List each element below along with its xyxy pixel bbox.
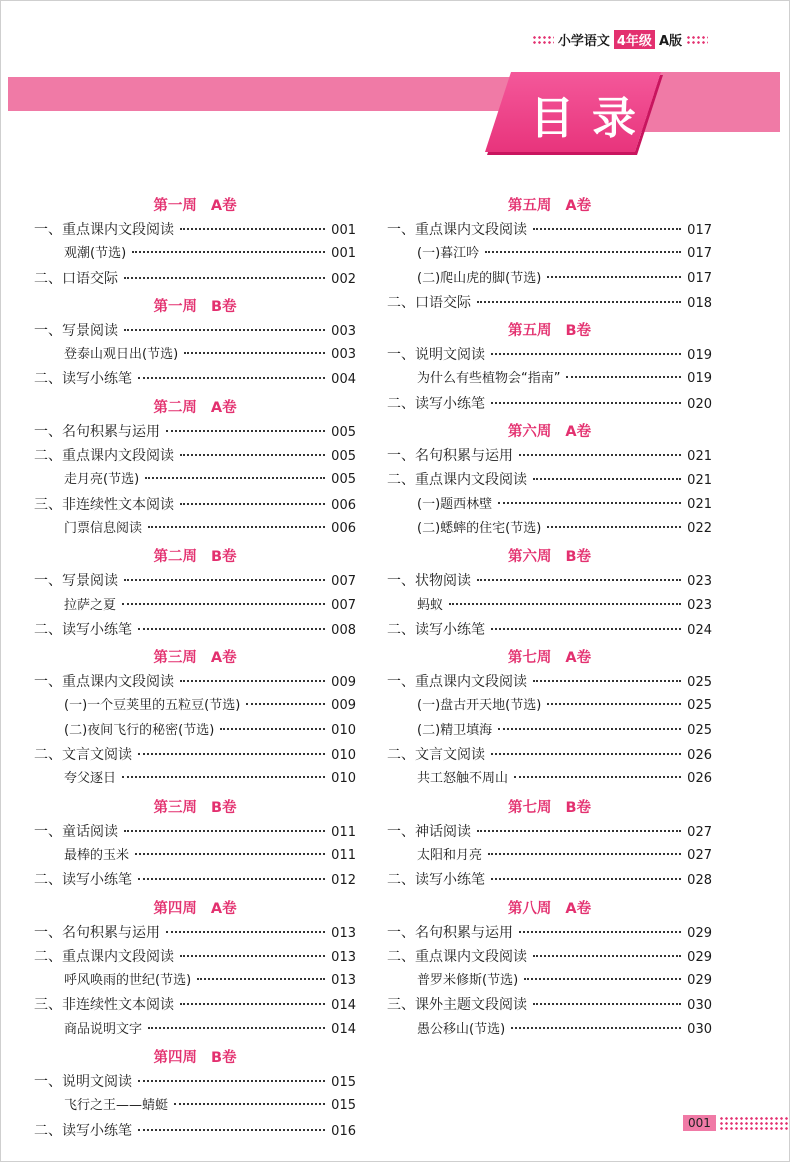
toc-subentry[interactable] bbox=[387, 1018, 712, 1042]
entry-page-number: 024 bbox=[687, 622, 712, 638]
toc-entry[interactable] bbox=[387, 218, 712, 242]
entry-page-number: 001 bbox=[331, 246, 356, 262]
entry-page-number: 013 bbox=[331, 949, 356, 965]
entry-page-number: 008 bbox=[331, 622, 356, 638]
entry-page-number: 007 bbox=[331, 597, 356, 613]
header-grade: 4年级 bbox=[614, 30, 655, 49]
entry-label: 二、读写小练笔 bbox=[387, 621, 485, 638]
entry-label: (一)一个豆荚里的五粒豆(节选) bbox=[64, 698, 241, 714]
page-title: 目录 bbox=[530, 93, 654, 144]
entry-label: 二、文言文阅读 bbox=[387, 747, 485, 764]
section-paper: B卷 bbox=[210, 1050, 237, 1067]
toc-entry[interactable] bbox=[34, 945, 356, 969]
section-paper: A卷 bbox=[210, 900, 237, 917]
toc-entry[interactable] bbox=[34, 569, 356, 593]
header-subject: 小学语文 bbox=[557, 34, 610, 49]
toc-entry[interactable] bbox=[387, 921, 712, 945]
entry-label: 一、写景阅读 bbox=[34, 573, 118, 590]
entry-label: 二、读写小练笔 bbox=[387, 872, 485, 889]
toc-entry[interactable] bbox=[387, 743, 712, 767]
entry-page-number: 011 bbox=[331, 824, 356, 840]
toc-subentry[interactable] bbox=[387, 594, 712, 618]
toc-subentry[interactable] bbox=[34, 969, 356, 993]
toc-subentry[interactable] bbox=[387, 493, 712, 517]
section-heading bbox=[387, 897, 712, 921]
toc-entry[interactable] bbox=[34, 670, 356, 694]
section-paper: B卷 bbox=[565, 323, 592, 340]
toc-entry[interactable] bbox=[387, 868, 712, 892]
toc-right-column bbox=[387, 190, 712, 1042]
dot-leader bbox=[138, 1080, 325, 1082]
page-footer bbox=[683, 1115, 789, 1131]
dot-leader bbox=[547, 526, 681, 528]
entry-label: 一、童话阅读 bbox=[34, 823, 118, 840]
toc-entry[interactable] bbox=[387, 343, 712, 367]
dot-leader bbox=[547, 276, 681, 278]
page-number: 001 bbox=[683, 1115, 716, 1131]
entry-label: (二)爬山虎的脚(节选) bbox=[417, 270, 542, 286]
dot-leader bbox=[180, 680, 325, 682]
entry-page-number: 012 bbox=[331, 873, 356, 889]
dot-leader bbox=[180, 1003, 325, 1005]
toc-entry[interactable] bbox=[34, 1070, 356, 1094]
dot-leader bbox=[124, 277, 325, 279]
section-heading bbox=[34, 897, 356, 921]
entry-label: 一、重点课内文段阅读 bbox=[387, 222, 527, 238]
toc-entry[interactable] bbox=[34, 993, 356, 1017]
toc-entry[interactable] bbox=[34, 367, 356, 391]
dot-leader bbox=[477, 579, 681, 581]
dot-pattern-icon bbox=[532, 35, 554, 45]
toc-subentry[interactable] bbox=[387, 367, 712, 391]
entry-page-number: 029 bbox=[687, 973, 712, 989]
entry-label: 蚂蚁 bbox=[417, 597, 444, 613]
toc-entry[interactable] bbox=[34, 444, 356, 468]
section-week: 第六周 bbox=[507, 424, 552, 441]
section-heading bbox=[387, 319, 712, 343]
toc-subentry[interactable] bbox=[34, 767, 356, 791]
section-week: 第二周 bbox=[153, 399, 197, 416]
entry-page-number: 018 bbox=[687, 295, 712, 311]
running-header bbox=[532, 30, 708, 49]
dot-leader bbox=[138, 628, 325, 630]
entry-page-number: 023 bbox=[687, 574, 712, 590]
entry-page-number: 013 bbox=[331, 973, 356, 989]
dot-leader bbox=[180, 955, 325, 957]
entry-page-number: 017 bbox=[687, 270, 712, 286]
entry-label: 太阳和月亮 bbox=[417, 847, 483, 863]
entry-page-number: 025 bbox=[687, 698, 712, 714]
section-week: 第四周 bbox=[153, 1050, 197, 1067]
entry-label: 观潮(节选) bbox=[64, 246, 127, 262]
entry-page-number: 017 bbox=[687, 223, 712, 238]
section-heading bbox=[34, 1046, 356, 1070]
entry-page-number: 010 bbox=[331, 748, 356, 764]
dot-leader bbox=[533, 680, 681, 682]
section-heading bbox=[387, 545, 712, 569]
entry-page-number: 021 bbox=[687, 473, 712, 489]
entry-page-number: 003 bbox=[331, 347, 356, 363]
dot-leader bbox=[122, 776, 325, 778]
dot-leader bbox=[135, 853, 325, 855]
entry-label: 飞行之王——蜻蜓 bbox=[64, 1098, 169, 1114]
entry-page-number: 005 bbox=[331, 472, 356, 488]
toc-entry[interactable] bbox=[34, 921, 356, 945]
entry-page-number: 021 bbox=[687, 449, 712, 465]
entry-label: 愚公移山(节选) bbox=[417, 1021, 506, 1037]
entry-label: (一)题西林壁 bbox=[417, 496, 493, 512]
entry-page-number: 005 bbox=[331, 424, 356, 440]
entry-page-number: 027 bbox=[687, 824, 712, 840]
dot-leader bbox=[180, 228, 325, 230]
section-heading bbox=[34, 545, 356, 569]
entry-label: 一、名句积累与运用 bbox=[34, 423, 160, 440]
section-paper: A卷 bbox=[565, 198, 592, 214]
dot-leader bbox=[491, 628, 681, 630]
entry-page-number: 017 bbox=[687, 246, 712, 262]
dot-leader bbox=[148, 526, 325, 528]
toc-entry[interactable] bbox=[34, 743, 356, 767]
section-week: 第一周 bbox=[153, 198, 197, 214]
section-week: 第三周 bbox=[153, 799, 197, 816]
toc-subentry[interactable] bbox=[34, 1094, 356, 1118]
toc-subentry[interactable] bbox=[387, 844, 712, 868]
entry-label: 二、重点课内文段阅读 bbox=[34, 448, 174, 465]
entry-page-number: 013 bbox=[331, 925, 356, 941]
toc-entry[interactable] bbox=[34, 1119, 356, 1143]
toc-entry[interactable] bbox=[387, 820, 712, 844]
dot-leader bbox=[138, 1129, 325, 1131]
toc-entry[interactable] bbox=[387, 993, 712, 1017]
toc-entry[interactable] bbox=[387, 618, 712, 642]
dot-leader bbox=[124, 579, 325, 581]
toc-subentry[interactable] bbox=[387, 767, 712, 791]
entry-page-number: 027 bbox=[687, 847, 712, 863]
toc-entry[interactable] bbox=[387, 444, 712, 468]
section-paper: B卷 bbox=[210, 298, 237, 315]
entry-label: 登泰山观日出(节选) bbox=[64, 347, 179, 363]
section-week: 第五周 bbox=[507, 323, 552, 340]
entry-page-number: 006 bbox=[331, 520, 356, 536]
toc-subentry[interactable] bbox=[34, 594, 356, 618]
toc-subentry[interactable] bbox=[387, 517, 712, 541]
entry-label: 一、状物阅读 bbox=[387, 573, 471, 590]
toc-subentry[interactable] bbox=[34, 844, 356, 868]
dot-leader bbox=[174, 1103, 325, 1105]
dot-leader bbox=[145, 477, 325, 479]
section-paper: A卷 bbox=[565, 900, 592, 917]
section-week: 第七周 bbox=[507, 650, 552, 667]
entry-page-number: 014 bbox=[331, 998, 356, 1014]
dot-leader bbox=[449, 603, 681, 605]
dot-leader bbox=[477, 301, 681, 303]
entry-page-number: 009 bbox=[331, 698, 356, 714]
section-week: 第七周 bbox=[507, 799, 552, 816]
entry-label: 二、重点课内文段阅读 bbox=[34, 948, 174, 965]
section-paper: A卷 bbox=[210, 650, 237, 667]
dot-leader bbox=[519, 454, 681, 456]
section-heading bbox=[387, 796, 712, 820]
entry-page-number: 019 bbox=[687, 348, 712, 364]
toc-subentry[interactable] bbox=[387, 719, 712, 743]
entry-page-number: 020 bbox=[687, 396, 712, 412]
toc-subentry[interactable] bbox=[387, 694, 712, 718]
entry-page-number: 025 bbox=[687, 675, 712, 691]
entry-page-number: 014 bbox=[331, 1021, 356, 1037]
section-heading bbox=[34, 295, 356, 319]
dot-leader bbox=[148, 1027, 325, 1029]
entry-page-number: 005 bbox=[331, 449, 356, 465]
entry-label: 三、非连续性文本阅读 bbox=[34, 997, 174, 1014]
entry-page-number: 016 bbox=[331, 1123, 356, 1139]
dot-leader bbox=[138, 377, 325, 379]
section-week: 第五周 bbox=[507, 198, 552, 214]
entry-label: 一、说明文阅读 bbox=[34, 1074, 132, 1091]
entry-page-number: 019 bbox=[687, 371, 712, 387]
dot-leader bbox=[491, 878, 681, 880]
dot-leader bbox=[138, 878, 325, 880]
toc-subentry[interactable] bbox=[34, 1018, 356, 1042]
entry-label: 一、重点课内文段阅读 bbox=[34, 674, 174, 691]
entry-label: (二)精卫填海 bbox=[417, 722, 493, 738]
toc-entry[interactable] bbox=[387, 569, 712, 593]
toc-entry[interactable] bbox=[34, 267, 356, 291]
toc-subentry[interactable] bbox=[34, 468, 356, 492]
toc-subentry[interactable] bbox=[34, 242, 356, 266]
entry-label: 一、写景阅读 bbox=[34, 322, 118, 339]
dot-leader bbox=[488, 853, 681, 855]
dot-leader bbox=[180, 503, 325, 505]
entry-page-number: 015 bbox=[331, 1075, 356, 1091]
entry-label: 二、读写小练笔 bbox=[387, 395, 485, 412]
entry-label: 一、名句积累与运用 bbox=[387, 924, 513, 941]
entry-label: 为什么有些植物会“指南” bbox=[417, 371, 561, 387]
section-paper: B卷 bbox=[210, 549, 237, 566]
entry-page-number: 023 bbox=[687, 597, 712, 613]
entry-label: (二)夜间飞行的秘密(节选) bbox=[64, 722, 215, 738]
entry-label: 一、名句积累与运用 bbox=[387, 448, 513, 465]
dot-leader bbox=[166, 931, 325, 933]
dot-leader bbox=[533, 955, 681, 957]
section-week: 第八周 bbox=[507, 900, 552, 917]
section-week: 第六周 bbox=[507, 549, 552, 566]
dot-leader bbox=[533, 1003, 681, 1005]
dot-leader bbox=[197, 978, 325, 980]
entry-page-number: 004 bbox=[331, 372, 356, 388]
entry-label: 三、课外主题文段阅读 bbox=[387, 997, 527, 1014]
entry-label: 夸父逐日 bbox=[64, 771, 117, 787]
entry-page-number: 030 bbox=[687, 998, 712, 1014]
toc-left-column bbox=[34, 190, 356, 1143]
section-week: 第三周 bbox=[153, 650, 197, 667]
dot-leader bbox=[491, 353, 681, 355]
section-heading bbox=[387, 646, 712, 670]
entry-page-number: 002 bbox=[331, 271, 356, 287]
entry-label: 一、说明文阅读 bbox=[387, 347, 485, 364]
entry-page-number: 007 bbox=[331, 574, 356, 590]
toc-subentry[interactable] bbox=[387, 267, 712, 291]
toc-entry[interactable] bbox=[34, 218, 356, 242]
dot-pattern-icon bbox=[719, 1116, 789, 1130]
entry-page-number: 006 bbox=[331, 497, 356, 513]
entry-label: 一、重点课内文段阅读 bbox=[34, 222, 174, 238]
entry-label: 一、神话阅读 bbox=[387, 823, 471, 840]
dot-leader bbox=[124, 830, 325, 832]
section-heading bbox=[34, 646, 356, 670]
dot-leader bbox=[166, 430, 325, 432]
toc-entry[interactable] bbox=[387, 670, 712, 694]
entry-page-number: 026 bbox=[687, 771, 712, 787]
section-heading bbox=[387, 420, 712, 444]
header-edition: A版 bbox=[658, 34, 682, 49]
dot-leader bbox=[519, 931, 681, 933]
entry-label: 三、非连续性文本阅读 bbox=[34, 496, 174, 513]
entry-page-number: 029 bbox=[687, 949, 712, 965]
toc-entry[interactable] bbox=[34, 493, 356, 517]
section-heading bbox=[387, 194, 712, 218]
entry-page-number: 011 bbox=[331, 847, 356, 863]
toc-subentry[interactable] bbox=[387, 969, 712, 993]
entry-page-number: 028 bbox=[687, 873, 712, 889]
section-heading bbox=[34, 796, 356, 820]
toc-entry[interactable] bbox=[34, 618, 356, 642]
entry-page-number: 030 bbox=[687, 1021, 712, 1037]
dot-leader bbox=[477, 830, 681, 832]
entry-label: 共工怒触不周山 bbox=[417, 771, 509, 787]
dot-leader bbox=[485, 251, 681, 253]
entry-label: 门票信息阅读 bbox=[64, 520, 143, 536]
section-heading bbox=[34, 396, 356, 420]
dot-leader bbox=[524, 978, 681, 980]
toc-entry[interactable] bbox=[387, 468, 712, 492]
entry-label: 二、重点课内文段阅读 bbox=[387, 472, 527, 489]
entry-page-number: 009 bbox=[331, 675, 356, 691]
toc-subentry[interactable] bbox=[387, 242, 712, 266]
toc-entry[interactable] bbox=[34, 868, 356, 892]
section-paper: B卷 bbox=[565, 799, 592, 816]
entry-label: 二、口语交际 bbox=[387, 294, 471, 311]
section-paper: A卷 bbox=[565, 650, 592, 667]
section-paper: B卷 bbox=[210, 799, 237, 816]
dot-leader bbox=[533, 478, 681, 480]
dot-leader bbox=[511, 1027, 681, 1029]
section-week: 第二周 bbox=[153, 549, 197, 566]
entry-label: 呼风唤雨的世纪(节选) bbox=[64, 973, 192, 989]
entry-label: 最棒的玉米 bbox=[64, 847, 130, 863]
entry-label: 二、读写小练笔 bbox=[34, 371, 132, 388]
section-week: 第四周 bbox=[153, 900, 197, 917]
dot-leader bbox=[122, 603, 325, 605]
entry-page-number: 025 bbox=[687, 722, 712, 738]
dot-leader bbox=[514, 776, 681, 778]
entry-page-number: 029 bbox=[687, 925, 712, 941]
entry-page-number: 022 bbox=[687, 520, 712, 536]
entry-page-number: 026 bbox=[687, 748, 712, 764]
entry-label: 商品说明文字 bbox=[64, 1021, 143, 1037]
entry-label: (一)暮江吟 bbox=[417, 246, 480, 262]
dot-leader bbox=[547, 703, 681, 705]
toc-entry[interactable] bbox=[387, 392, 712, 416]
entry-label: 一、重点课内文段阅读 bbox=[387, 674, 527, 691]
section-paper: B卷 bbox=[565, 549, 592, 566]
dot-leader bbox=[220, 728, 325, 730]
dot-leader bbox=[491, 753, 681, 755]
entry-page-number: 001 bbox=[331, 223, 356, 238]
entry-label: 一、名句积累与运用 bbox=[34, 924, 160, 941]
toc-subentry[interactable] bbox=[34, 719, 356, 743]
dot-leader bbox=[138, 753, 325, 755]
toc-entry[interactable] bbox=[34, 420, 356, 444]
toc-subentry[interactable] bbox=[34, 517, 356, 541]
dot-leader bbox=[132, 251, 325, 253]
entry-page-number: 015 bbox=[331, 1098, 356, 1114]
section-paper: A卷 bbox=[210, 198, 237, 214]
dot-pattern-icon bbox=[686, 35, 708, 45]
dot-leader bbox=[184, 352, 325, 354]
entry-label: 普罗米修斯(节选) bbox=[417, 973, 519, 989]
dot-leader bbox=[246, 703, 325, 705]
entry-label: 二、读写小练笔 bbox=[34, 872, 132, 889]
toc-entry[interactable] bbox=[34, 820, 356, 844]
entry-label: (一)盘古开天地(节选) bbox=[417, 698, 542, 714]
entry-label: 二、重点课内文段阅读 bbox=[387, 948, 527, 965]
entry-label: 走月亮(节选) bbox=[64, 472, 140, 488]
entry-page-number: 003 bbox=[331, 323, 356, 339]
toc-subentry[interactable] bbox=[34, 694, 356, 718]
section-heading bbox=[34, 194, 356, 218]
entry-label: 二、文言文阅读 bbox=[34, 747, 132, 764]
toc-entry[interactable] bbox=[387, 291, 712, 315]
dot-leader bbox=[566, 376, 681, 378]
entry-page-number: 010 bbox=[331, 771, 356, 787]
entry-label: 拉萨之夏 bbox=[64, 597, 117, 613]
dot-leader bbox=[124, 329, 325, 331]
section-week: 第一周 bbox=[153, 298, 197, 315]
section-paper: A卷 bbox=[565, 424, 592, 441]
entry-page-number: 010 bbox=[331, 722, 356, 738]
entry-label: 二、读写小练笔 bbox=[34, 621, 132, 638]
toc-entry[interactable] bbox=[387, 945, 712, 969]
dot-leader bbox=[498, 728, 681, 730]
entry-label: (二)蟋蟀的住宅(节选) bbox=[417, 520, 542, 536]
section-paper: A卷 bbox=[210, 399, 237, 416]
dot-leader bbox=[491, 402, 681, 404]
dot-leader bbox=[180, 454, 325, 456]
dot-leader bbox=[533, 228, 681, 230]
entry-page-number: 021 bbox=[687, 496, 712, 512]
toc-entry[interactable] bbox=[34, 319, 356, 343]
toc-subentry[interactable] bbox=[34, 343, 356, 367]
dot-leader bbox=[498, 502, 681, 504]
entry-label: 二、口语交际 bbox=[34, 270, 118, 287]
entry-label: 二、读写小练笔 bbox=[34, 1122, 132, 1139]
